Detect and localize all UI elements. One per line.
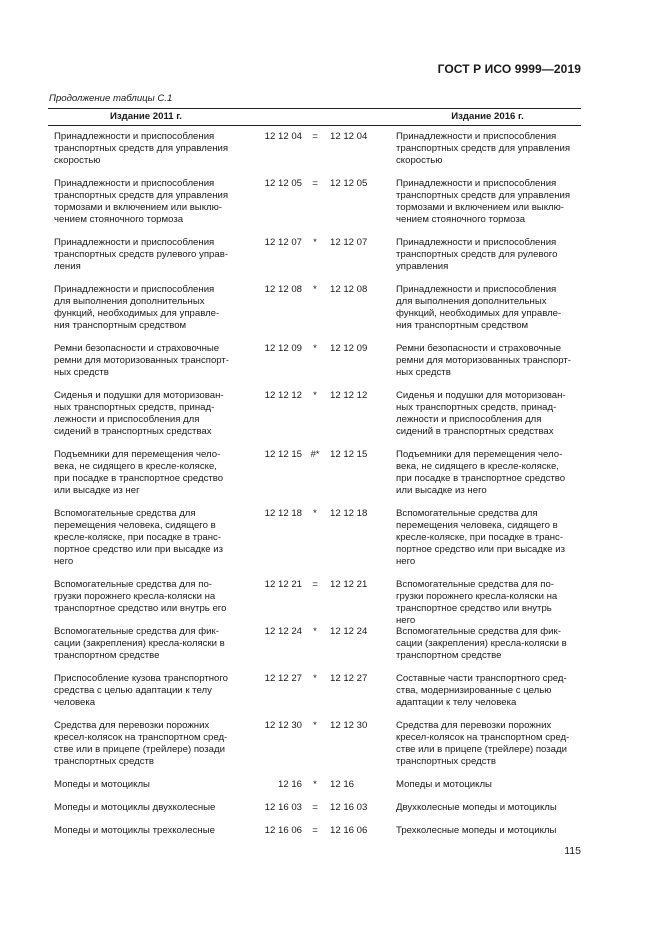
table-row — [54, 284, 584, 332]
page-number: 115 — [564, 845, 581, 857]
table-row — [54, 343, 584, 379]
row-code-2011: 12 12 04 — [264, 131, 302, 142]
row-name-2016: Принадлежности и приспособления транспортных средств для рулевого управления — [396, 237, 558, 272]
row-code-2011: 12 16 03 — [264, 802, 302, 813]
row-name-2016: Вспомогательные средства для перемещения человека, сидящего в кресле-коляске, при посадке в транс- портное средство или при высадке из него — [396, 508, 566, 567]
column-header-2011: Издание 2011 г. — [110, 111, 182, 122]
row-relation: * — [313, 390, 317, 401]
row-code-2016: 12 12 27 — [330, 673, 368, 684]
row-name-2016: Двухколесные мопеды и мотоциклы — [396, 802, 557, 813]
row-relation: * — [313, 673, 317, 684]
row-name-2011: Мопеды и мотоциклы двухколесные — [54, 802, 216, 813]
row-name-2011: Мопеды и мотоциклы — [54, 779, 150, 790]
row-code-2011: 12 12 05 — [264, 178, 302, 189]
row-name-2016: Принадлежности и приспособления транспортных средств для управления скоростью — [396, 131, 571, 166]
row-code-2016: 12 12 30 — [330, 720, 368, 731]
row-code-2011: 12 16 — [277, 779, 302, 790]
row-code-2011: 12 12 21 — [264, 579, 302, 590]
row-code-2011: 12 16 06 — [264, 825, 302, 836]
row-code-2016: 12 12 24 — [330, 626, 368, 637]
table-row — [54, 720, 584, 768]
table-row — [54, 390, 584, 438]
row-name-2011: Мопеды и мотоциклы трехколесные — [54, 825, 215, 836]
table-row — [54, 802, 584, 814]
row-code-2016: 12 16 06 — [330, 825, 368, 836]
row-name-2011: Вспомогательные средства для фик- сации (закрепления) кресла-коляски в транспортном средстве — [54, 626, 225, 661]
row-name-2011: Ремни безопасности и страховочные ремни для моторизованных транспорт- ных средств — [54, 343, 229, 378]
row-code-2016: 12 12 18 — [330, 508, 368, 519]
row-name-2011: Приспособление кузова транспортного средства с целью адаптации к телу человека — [54, 673, 228, 708]
row-code-2016: 12 12 04 — [330, 131, 368, 142]
row-name-2011: Вспомогательные средства для по- грузки порожнего кресла-коляски на транспортное средство или внутрь его — [54, 579, 227, 614]
row-name-2016: Составные части транспортного сред- ства, модернизированные с целью адаптации к телу человека — [396, 673, 567, 708]
row-name-2016: Принадлежности и приспособления транспортных средств для управления тормозами и включением или выклю- чением стояночного тормоза — [396, 178, 571, 225]
row-name-2016: Сиденья и подушки для моторизован- ных транспортных средств, принад- лежности и приспособления для сидений в транспортных средствах — [396, 390, 566, 437]
row-code-2011: 12 12 09 — [264, 343, 302, 354]
row-relation: * — [313, 779, 317, 790]
row-code-2011: 12 12 07 — [264, 237, 302, 248]
row-relation: * — [313, 343, 317, 354]
row-code-2011: 12 12 30 — [264, 720, 302, 731]
table-row — [54, 237, 584, 273]
row-relation: = — [312, 579, 318, 590]
row-relation: * — [313, 720, 317, 731]
table-row — [54, 825, 584, 837]
row-name-2016: Вспомогательные средства для фик- сации (закрепления) кресла-коляски в транспортном средстве — [396, 626, 567, 661]
table-row — [54, 779, 584, 791]
row-relation: #* — [310, 449, 320, 460]
row-code-2011: 12 12 24 — [264, 626, 302, 637]
row-code-2011: 12 12 12 — [264, 390, 302, 401]
row-code-2011: 12 12 08 — [264, 284, 302, 295]
row-relation: = — [312, 131, 318, 142]
row-code-2016: 12 12 05 — [330, 178, 368, 189]
row-relation: * — [313, 284, 317, 295]
table-row — [54, 673, 584, 709]
row-relation: = — [312, 825, 318, 836]
row-code-2016: 12 12 12 — [330, 390, 368, 401]
table-caption: Продолжение таблицы С.1 — [49, 93, 173, 104]
row-name-2011: Сиденья и подушки для моторизован- ных транспортных средств, принад- лежности и приспособления для сидений в транспортных средствах — [54, 390, 224, 437]
row-name-2011: Принадлежности и приспособления транспортных средств для управления скоростью — [54, 131, 229, 166]
row-relation: = — [312, 802, 318, 813]
row-code-2011: 12 12 15 — [264, 449, 302, 460]
row-code-2016: 12 16 03 — [330, 802, 368, 813]
row-name-2011: Средства для перевозки порожних кресел-колясок на транспортном сред- стве или в прицепе (трейлере) позади транспортных средств — [54, 720, 228, 767]
table-row — [54, 508, 584, 568]
table-row — [54, 178, 584, 226]
row-code-2011: 12 12 27 — [264, 673, 302, 684]
table-row — [54, 449, 584, 497]
table-header — [48, 108, 581, 126]
row-relation: * — [313, 237, 317, 248]
table-row — [54, 579, 584, 626]
row-relation: * — [313, 508, 317, 519]
row-name-2016: Трехколесные мопеды и мотоциклы — [396, 825, 557, 836]
row-name-2011: Подъемники для перемещения чело- века, не сидящего в кресле-коляске, при посадке в транспортное средство или высадке из нег — [54, 449, 224, 496]
document-standard-header: ГОСТ Р ИСО 9999—2019 — [437, 62, 581, 76]
row-code-2016: 12 12 08 — [330, 284, 368, 295]
row-name-2016: Средства для перевозки порожних кресел-колясок на транспортном сред- стве или в прицепе (трейлере) позади транспортных средств — [396, 720, 570, 767]
column-header-2016: Издание 2016 г. — [451, 111, 524, 122]
row-name-2016: Вспомогательные средства для по- грузки порожнего кресла-коляски на транспортное средство или внутрь него — [396, 579, 558, 626]
row-name-2016: Мопеды и мотоциклы — [396, 779, 492, 790]
table-body — [54, 131, 584, 848]
row-name-2016: Ремни безопасности и страховочные ремни для моторизованных транспорт- ных средств — [396, 343, 571, 378]
row-code-2011: 12 12 18 — [264, 508, 302, 519]
row-name-2011: Принадлежности и приспособления транспортных средств для управления тормозами и включением или выклю- чением стояночного тормоза — [54, 178, 229, 225]
row-code-2016: 12 12 09 — [330, 343, 368, 354]
row-name-2011: Вспомогательные средства для перемещения человека, сидящего в кресле-коляске, при посадке в транс- портное средство или при высадке из него — [54, 508, 224, 567]
row-name-2011: Принадлежности и приспособления транспортных средств рулевого управ- ления — [54, 237, 228, 272]
row-code-2016: 12 12 07 — [330, 237, 368, 248]
row-name-2016: Подъемники для перемещения чело- века, не сидящего в кресле-коляске, при посадке в транспортное средство или высадке из него — [396, 449, 566, 496]
row-name-2011: Принадлежности и приспособления для выполнения дополнительных функций, необходимых для управле- ния транспортным средством — [54, 284, 220, 331]
row-name-2016: Принадлежности и приспособления для выполнения дополнительных функций, необходимых для управле- ния транспортным средством — [396, 284, 562, 331]
row-relation: = — [312, 178, 318, 189]
row-code-2016: 12 16 — [330, 779, 355, 790]
row-code-2016: 12 12 21 — [330, 579, 368, 590]
table-row — [54, 131, 584, 167]
row-relation: * — [313, 626, 317, 637]
table-row — [54, 626, 584, 662]
row-code-2016: 12 12 15 — [330, 449, 368, 460]
